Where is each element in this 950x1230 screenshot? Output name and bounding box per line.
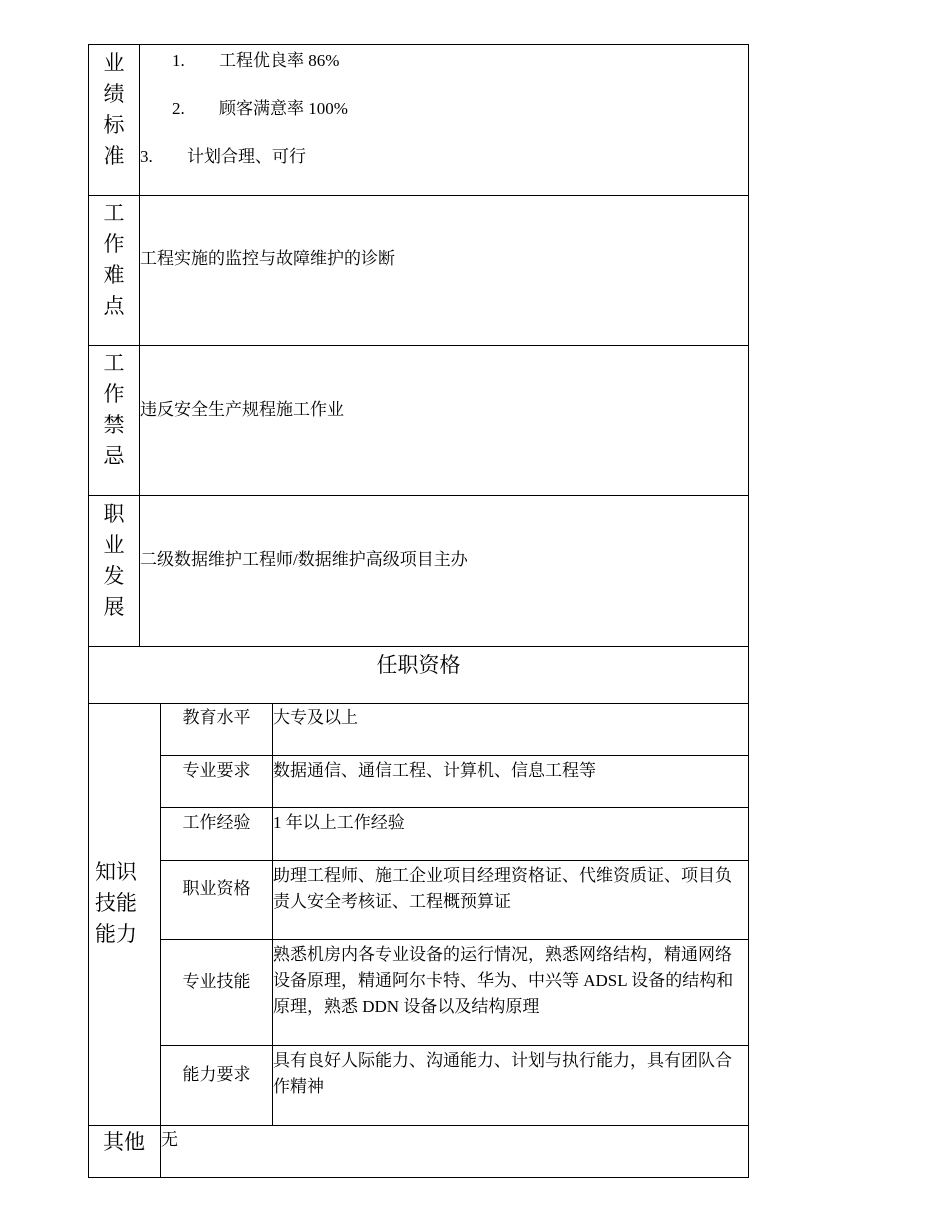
row-divider xyxy=(88,703,749,704)
work-difficulty-content: 工程实施的监控与故障维护的诊断 xyxy=(140,249,395,268)
qualifications-title: 任职资格 xyxy=(376,653,461,677)
major-value: 数据通信、通信工程、计算机、信息工程等 xyxy=(273,761,596,780)
education-value: 大专及以上 xyxy=(273,708,358,727)
table-border-right xyxy=(748,44,749,1178)
experience-value: 1 年以上工作经验 xyxy=(273,813,405,832)
experience-label: 工作经验 xyxy=(182,813,251,832)
work-difficulty-label: 工 作 难 点 xyxy=(103,201,125,318)
ability-requirements-label: 能力要求 xyxy=(182,1065,251,1084)
other-label: 其他 xyxy=(103,1130,145,1154)
list-item-number: 1. xyxy=(172,51,185,70)
row-divider xyxy=(160,1045,749,1046)
certification-value: 助理工程师、施工企业项目经理资格证、代维资质证、项目负责人安全考核证、工程概预算证 xyxy=(273,866,732,911)
knowledge-skills-label: 知识 技能 能力 xyxy=(95,860,137,946)
row-divider xyxy=(88,495,749,496)
row-divider xyxy=(88,1125,749,1126)
row-divider xyxy=(160,939,749,940)
row-divider xyxy=(88,646,749,647)
row-divider xyxy=(160,860,749,861)
other-value: 无 xyxy=(161,1130,178,1149)
education-label: 教育水平 xyxy=(182,708,251,727)
career-development-content: 二级数据维护工程师/数据维护高级项目主办 xyxy=(140,550,468,569)
work-taboo-label: 工 作 禁 忌 xyxy=(103,351,125,468)
professional-skills-label: 专业技能 xyxy=(182,972,251,991)
professional-skills-value: 熟悉机房内各专业设备的运行情况，熟悉网络结构，精通网络设备原理，精通阿尔卡特、华为、中兴等 ADSL 设备的结构和原理，熟悉 DDN 设备以及结构原理 xyxy=(273,945,734,1016)
row-divider xyxy=(160,807,749,808)
certification-label: 职业资格 xyxy=(182,879,251,898)
major-label: 专业要求 xyxy=(182,761,251,780)
list-item-text: 顾客满意率 100% xyxy=(219,99,348,118)
table-border-bottom xyxy=(88,1177,749,1178)
performance-standard-label: 业 绩 标 准 xyxy=(103,51,125,168)
ability-requirements-value: 具有良好人际能力、沟通能力、计划与执行能力，具有团队合作精神 xyxy=(273,1051,732,1096)
list-item-number: 2. xyxy=(172,99,185,118)
career-development-label: 职 业 发 展 xyxy=(103,502,125,619)
row-divider xyxy=(88,345,749,346)
row-divider xyxy=(88,195,749,196)
table-border-top xyxy=(88,44,749,45)
row-divider xyxy=(160,755,749,756)
work-taboo-content: 违反安全生产规程施工作业 xyxy=(140,400,344,419)
list-item-text: 计划合理、可行 xyxy=(187,147,306,166)
list-item-text: 工程优良率 86% xyxy=(219,51,340,70)
list-item-number: 3. xyxy=(140,147,153,166)
